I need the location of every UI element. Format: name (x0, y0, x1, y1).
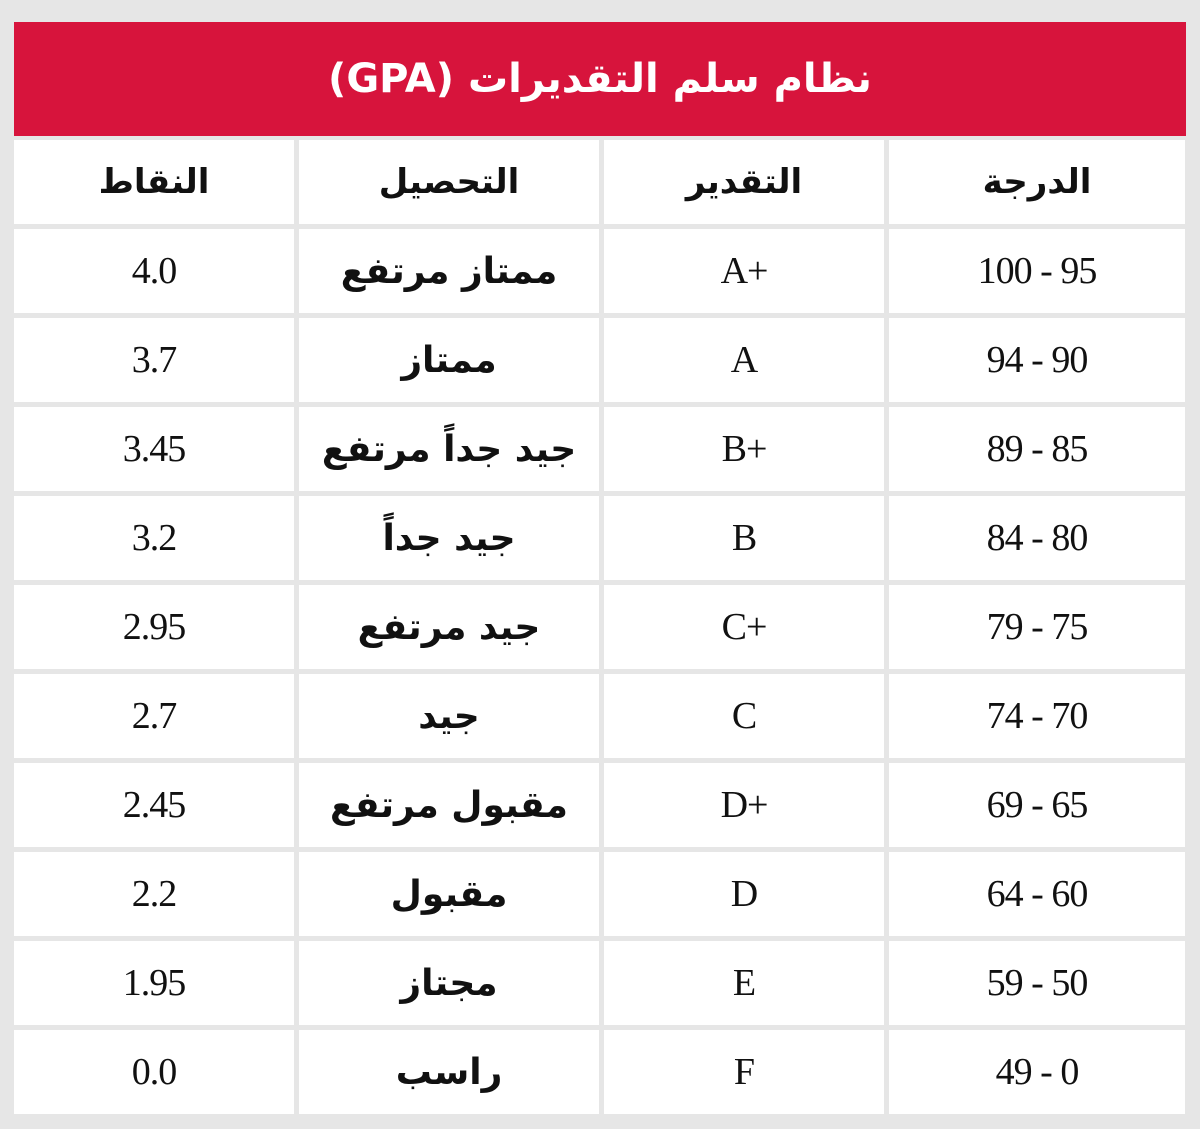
cell-points: 3.45 (14, 407, 294, 491)
cell-grade: E (604, 941, 884, 1025)
header-score: الدرجة (889, 140, 1185, 224)
grade-grid (14, 140, 1186, 1114)
cell-grade: F (604, 1030, 884, 1114)
cell-achievement: جيد مرتفع (299, 585, 599, 669)
cell-points: 2.95 (14, 585, 294, 669)
cell-points: 1.95 (14, 941, 294, 1025)
cell-achievement: جيد جداً مرتفع (299, 407, 599, 491)
cell-grade: C (604, 674, 884, 758)
cell-points: 3.2 (14, 496, 294, 580)
cell-achievement: مقبول (299, 852, 599, 936)
cell-grade: C+ (604, 585, 884, 669)
cell-grade: D+ (604, 763, 884, 847)
cell-score: 79 - 75 (889, 585, 1185, 669)
header-achievement: التحصيل (299, 140, 599, 224)
title-bar (14, 22, 1186, 136)
cell-points: 4.0 (14, 229, 294, 313)
cell-score: 89 - 85 (889, 407, 1185, 491)
cell-achievement: جيد (299, 674, 599, 758)
cell-achievement: ممتاز (299, 318, 599, 402)
cell-score: 84 - 80 (889, 496, 1185, 580)
cell-points: 2.45 (14, 763, 294, 847)
cell-points: 0.0 (14, 1030, 294, 1114)
cell-grade: A+ (604, 229, 884, 313)
cell-achievement: راسب (299, 1030, 599, 1114)
cell-grade: B (604, 496, 884, 580)
cell-score: 59 - 50 (889, 941, 1185, 1025)
cell-score: 69 - 65 (889, 763, 1185, 847)
cell-score: 94 - 90 (889, 318, 1185, 402)
cell-grade: B+ (604, 407, 884, 491)
cell-achievement: مقبول مرتفع (299, 763, 599, 847)
cell-score: 100 - 95 (889, 229, 1185, 313)
table-title: نظام سلم التقديرات (GPA) (328, 56, 872, 102)
cell-grade: A (604, 318, 884, 402)
gpa-table (14, 22, 1186, 1122)
cell-grade: D (604, 852, 884, 936)
cell-score: 49 - 0 (889, 1030, 1185, 1114)
cell-achievement: ممتاز مرتفع (299, 229, 599, 313)
cell-score: 64 - 60 (889, 852, 1185, 936)
header-grade: التقدير (604, 140, 884, 224)
cell-achievement: مجتاز (299, 941, 599, 1025)
cell-points: 3.7 (14, 318, 294, 402)
cell-points: 2.7 (14, 674, 294, 758)
cell-score: 74 - 70 (889, 674, 1185, 758)
cell-points: 2.2 (14, 852, 294, 936)
header-points: النقاط (14, 140, 294, 224)
cell-achievement: جيد جداً (299, 496, 599, 580)
